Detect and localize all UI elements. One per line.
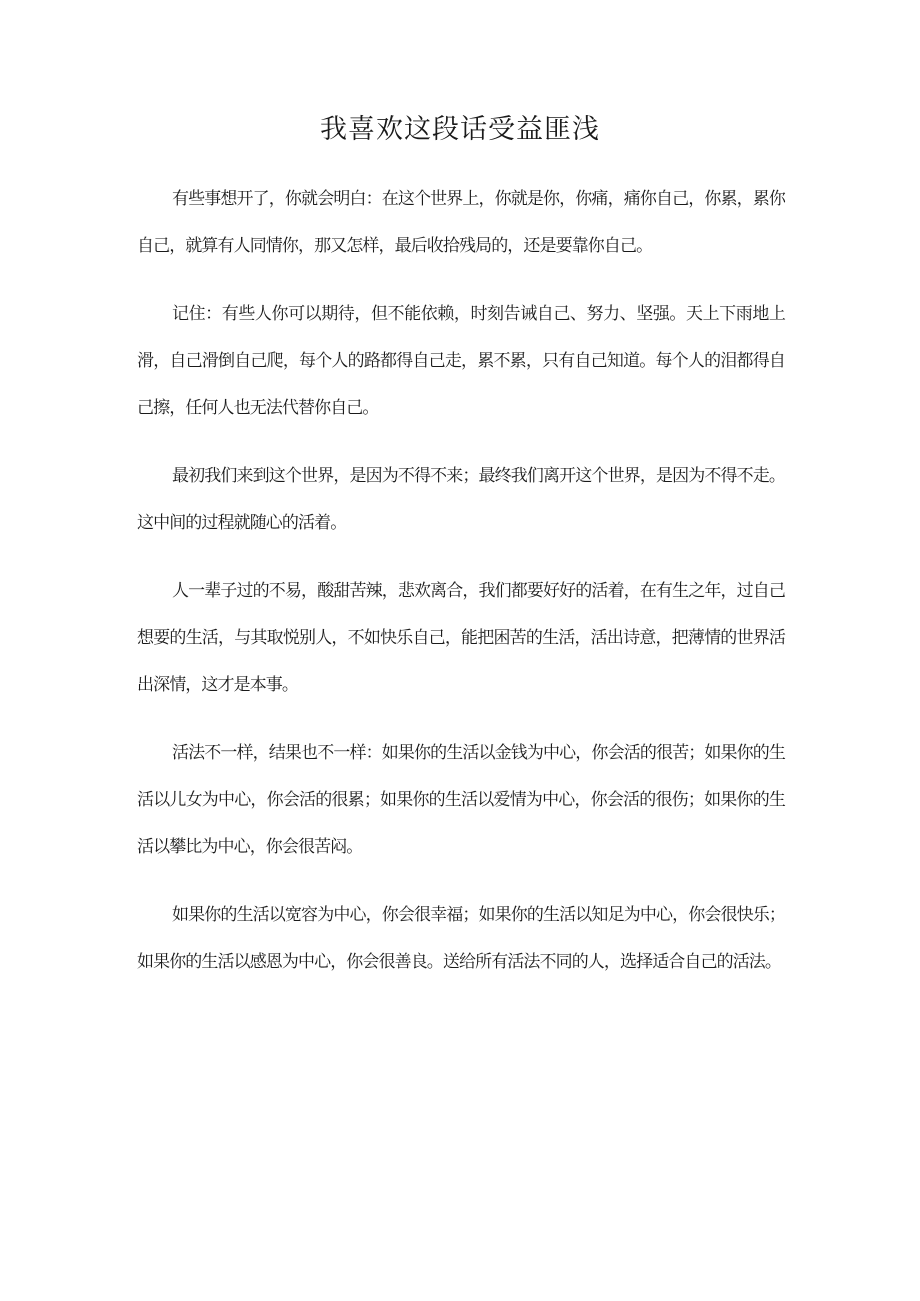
document-body (137, 176, 785, 1007)
paragraph-3: 最初我们来到这个世界，是因为不得不来；最终我们离开这个世界，是因为不得不走。这中间的过程就随心的活着。 (137, 466, 785, 533)
paragraph-1: 有些事想开了，你就会明白：在这个世界上，你就是你，你痛，痛你自己，你累，累你自己，就算有人同情你，那又怎样，最后收拾残局的，还是要靠你自己。 (137, 189, 785, 256)
paragraph-5: 活法不一样，结果也不一样：如果你的生活以金钱为中心，你会活的很苦；如果你的生活以儿女为中心，你会活的很累；如果你的生活以爱情为中心，你会活的很伤；如果你的生活以攀比为中心，你会很苦闷。 (137, 743, 785, 857)
paragraph-4: 人一辈子过的不易，酸甜苦辣，悲欢离合，我们都要好好的活着，在有生之年，过自己想要的生活，与其取悦别人，不如快乐自己，能把困苦的生活，活出诗意，把薄情的世界活出深情，这才是本事。 (137, 581, 785, 695)
document-title: 我喜欢这段话受益匪浅 (320, 114, 600, 145)
paragraph-6: 如果你的生活以宽容为中心，你会很幸福；如果你的生活以知足为中心，你会很快乐；如果你的生活以感恩为中心，你会很善良。送给所有活法不同的人，选择适合自己的活法。 (137, 905, 785, 972)
paragraph-2: 记住：有些人你可以期待，但不能依赖，时刻告诫自己、努力、坚强。天上下雨地上滑，自己滑倒自己爬，每个人的路都得自己走，累不累，只有自己知道。每个人的泪都得自己擦，任何人也无法代替你自己。 (137, 304, 785, 418)
